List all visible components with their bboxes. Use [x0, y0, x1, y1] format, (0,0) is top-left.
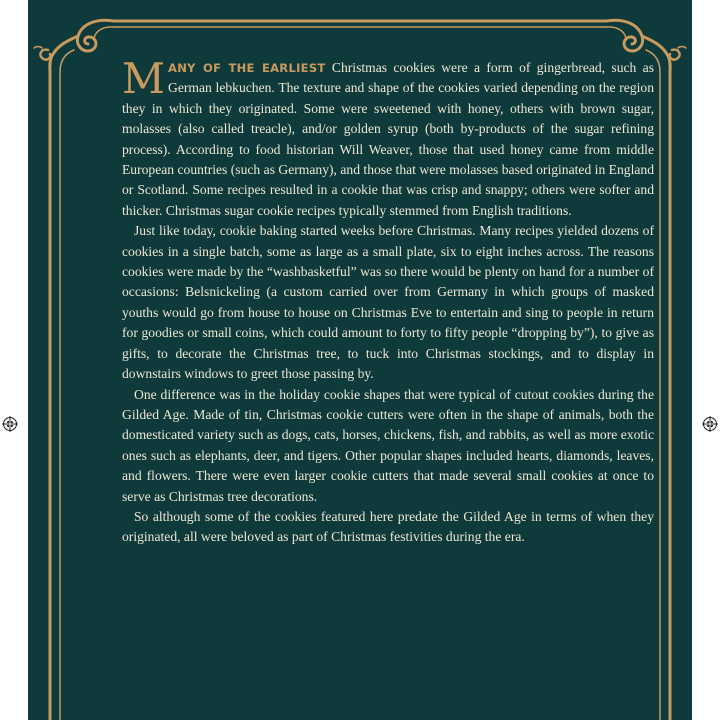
paragraph-4: So although some of the cookies featured here predate the Gilded Age in terms of when they originated, all were beloved as part of Christmas festivities during the era. [122, 508, 654, 545]
drop-cap: M [122, 54, 166, 103]
lead-in-small-caps: ANY OF THE EARLIEST [168, 61, 326, 75]
article-body [122, 54, 654, 548]
paragraph-3: One difference was in the holiday cookie shapes that were typical of cutout cookies during the Gilded Age. Made of tin, Christmas cookie cutters were often in the shape of animals, both the domesticated variety such as dogs, cats, horses, chickens, fish, and rabbits, as well as more exotic ones such as elephants, deer, and tigers. Other popular shapes included hearts, diamonds, leaves, and flowers. There were even larger cookie cutters that made several small cookies at once to serve as Christmas tree decorations. [122, 386, 654, 504]
registration-mark-left-icon [2, 416, 18, 432]
corner-flourish-top-left [34, 20, 114, 72]
paragraph-1 [122, 54, 654, 221]
paragraph-2: Just like today, cookie baking started weeks before Christmas. Many recipes yielded dozens of cookies in a single batch, some as large as a small plate, six to eight inches across. The reasons cookies were made by the “washbasketful” was so there would be plenty on hand for a number of occasions: Belsnickeling (a custom carried over from Germany in which groups of masked youths would go from house to house on Christmas Eve to entertain and sing to people in return for goodies or small coins, which could amount to forty to fifty people “dropping by”), to give as gifts, to decorate the Christmas tree, to tuck into Christmas stockings, and to display in downstairs windows to greet those passing by. [122, 223, 654, 382]
paragraph-1-text: Christmas cookies were a form of gingerbread, such as German lebkuchen. The texture and shape of the cookies varied depending on the region they in which they originated. Some were sweetened with honey, others with brown sugar, molasses (also called treacle), and/or golden syrup (both by-products of the sugar refining process). According to food historian Will Weaver, those that used honey came from middle European countries (such as Germany), and those that were molasses based originated in England or Scotland. Some recipes resulted in a cookie that was crisp and snappy; others were softer and thicker. Christmas sugar cookie recipes typically stemmed from English traditions. [122, 60, 654, 218]
book-page [28, 0, 692, 720]
registration-mark-right-icon [702, 416, 718, 432]
